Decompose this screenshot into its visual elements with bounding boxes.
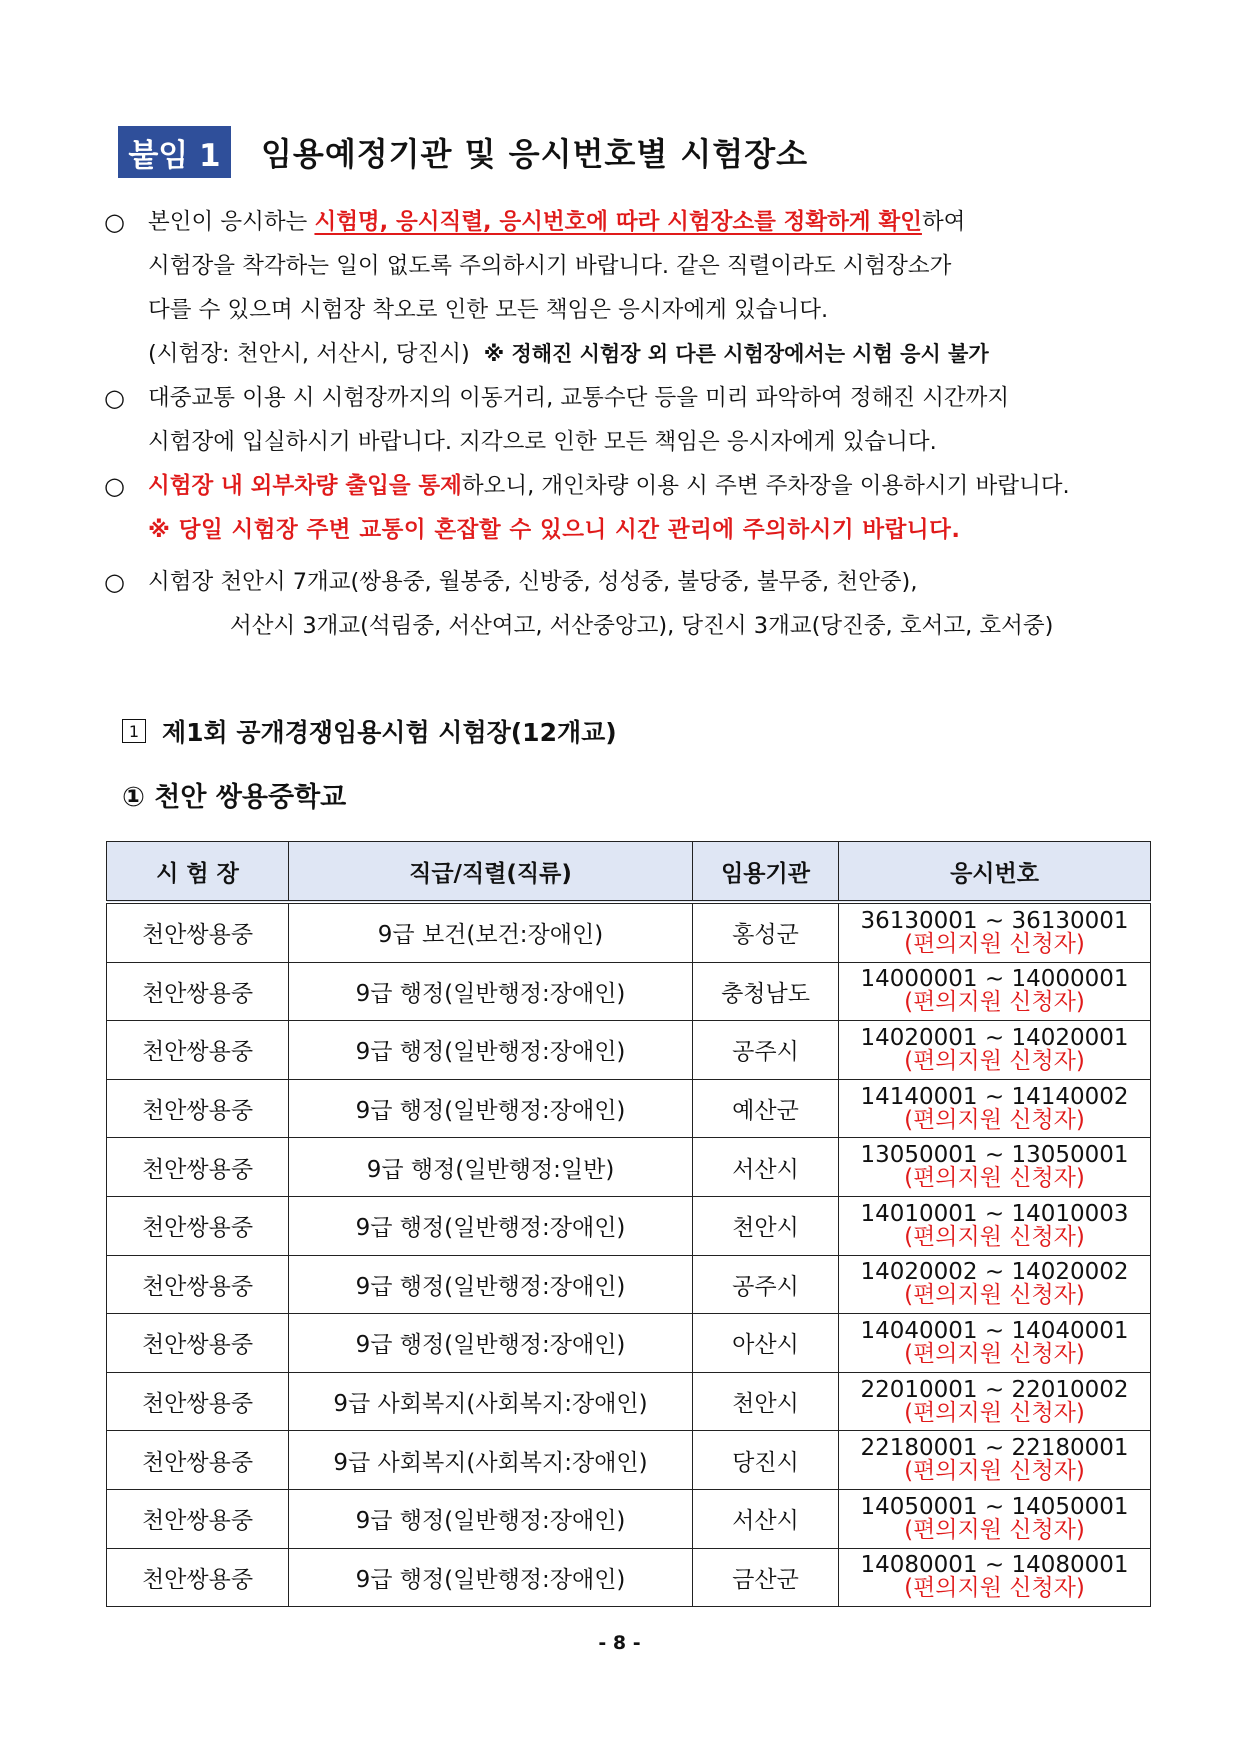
accommodation-note: (편의지원 신청자) [904,1575,1085,1602]
cell-site: 천안쌍용중 [107,1372,289,1431]
cell-agency: 공주시 [693,1255,839,1314]
exam-number-range: 14000001 ~ 14000001 [860,966,1129,993]
circle-bullet-icon: ○ [104,208,125,236]
cell-site: 천안쌍용중 [107,1431,289,1490]
cell-site: 천안쌍용중 [107,1255,289,1314]
cell-position: 9급 사회복지(사회복지:장애인) [289,1431,693,1490]
cell-exam-number [839,1196,1151,1255]
cell-agency: 예산군 [693,1079,839,1138]
accommodation-note: (편의지원 신청자) [904,1047,1085,1074]
exam-site-warning: ※ 정해진 시험장 외 다른 시험장에서는 시험 응시 불가 [483,342,989,366]
notice-item-3 [104,464,1134,508]
cell-exam-number [839,902,1151,962]
table-row [107,962,1151,1021]
exam-site-table [106,841,1151,1607]
exam-number-range: 14040001 ~ 14040001 [860,1317,1129,1344]
cell-site: 천안쌍용중 [107,962,289,1021]
cell-position: 9급 행정(일반행정:장애인) [289,1314,693,1373]
circle-bullet-icon: ○ [104,568,125,596]
notice-1-text-pre: 본인이 응시하는 [148,209,315,235]
accommodation-note: (편의지원 신청자) [904,1223,1085,1250]
table-row [107,1314,1151,1373]
exam-number-range: 14080001 ~ 14080001 [860,1552,1129,1579]
cell-site: 천안쌍용중 [107,1314,289,1373]
accommodation-note: (편의지원 신청자) [904,989,1085,1016]
exam-number-range: 36130001 ~ 36130001 [860,907,1129,934]
table-header-row [107,842,1151,903]
header-exam-site: 시 험 장 [107,842,289,903]
cell-site: 천안쌍용중 [107,1548,289,1607]
cell-position: 9급 행정(일반행정:장애인) [289,1548,693,1607]
cell-agency: 금산군 [693,1548,839,1607]
table-row [107,1021,1151,1080]
cell-agency: 충청남도 [693,962,839,1021]
cell-agency: 공주시 [693,1021,839,1080]
cell-exam-number [839,1314,1151,1373]
cell-exam-number [839,1548,1151,1607]
exam-number-range: 14140001 ~ 14140002 [860,1083,1129,1110]
notice-3-text: 하오니, 개인차량 이용 시 주변 주차장을 이용하시기 바랍니다. [461,473,1070,499]
notice-list [104,200,1134,648]
page-header [118,126,808,178]
exam-number-range: 14050001 ~ 14050001 [860,1493,1129,1520]
table-row [107,1079,1151,1138]
accommodation-note: (편의지원 신청자) [904,930,1085,957]
header-agency: 임용기관 [693,842,839,903]
table-row [107,1431,1151,1490]
cell-position: 9급 사회복지(사회복지:장애인) [289,1372,693,1431]
cell-agency: 서산시 [693,1138,839,1197]
exam-site-list: (시험장: 천안시, 서산시, 당진시) [148,341,470,367]
cell-agency: 천안시 [693,1196,839,1255]
notice-1-emphasis: 시험명, 응시직렬, 응시번호에 따라 시험장소를 정확하게 확인 [314,209,922,235]
notice-item-2 [104,376,1134,464]
table-row [107,1372,1151,1431]
notice-1-line-4 [148,332,1134,376]
notice-1-line-2: 시험장을 착각하는 일이 없도록 주의하시기 바랍니다. 같은 직렬이라도 시험장소가 [148,253,952,279]
accommodation-note: (편의지원 신청자) [904,1458,1085,1485]
section-number-box: 1 [122,719,146,743]
exam-number-range: 14020002 ~ 14020002 [860,1259,1129,1286]
page-number: - 8 - [598,1632,641,1654]
accommodation-note: (편의지원 신청자) [904,1106,1085,1133]
section-title-text: 제1회 공개경쟁임용시험 시험장(12개교) [162,718,617,747]
cell-site: 천안쌍용중 [107,1489,289,1548]
cell-exam-number [839,1138,1151,1197]
notice-item-1 [104,200,1134,376]
cell-exam-number [839,1079,1151,1138]
cell-agency: 아산시 [693,1314,839,1373]
notice-1-text-post: 하여 [921,209,966,235]
header-position: 직급/직렬(직류) [289,842,693,903]
cell-agency: 당진시 [693,1431,839,1490]
notice-1-line-3: 다를 수 있으며 시험장 착오로 인한 모든 책임은 응시자에게 있습니다. [148,297,829,323]
accommodation-note: (편의지원 신청자) [904,1516,1085,1543]
cell-site: 천안쌍용중 [107,1196,289,1255]
page-title: 임용예정기관 및 응시번호별 시험장소 [261,135,809,173]
school-title: ① 천안 쌍용중학교 [122,782,347,813]
notice-2-line-1: 대중교통 이용 시 시험장까지의 이동거리, 교통수단 등을 미리 파악하여 정해진 시간까지 [148,385,1010,411]
attachment-badge: 붙임 1 [118,126,231,178]
accommodation-note: (편의지원 신청자) [904,1282,1085,1309]
cell-exam-number [839,1255,1151,1314]
cell-exam-number [839,1021,1151,1080]
cell-site: 천안쌍용중 [107,1021,289,1080]
header-exam-number: 응시번호 [839,842,1151,903]
notice-2-line-2: 시험장에 입실하시기 바랍니다. 지각으로 인한 모든 책임은 응시자에게 있습니다. [148,429,937,455]
notice-item-4 [104,560,1134,604]
cell-agency: 천안시 [693,1372,839,1431]
accommodation-note: (편의지원 신청자) [904,1340,1085,1367]
cell-position: 9급 행정(일반행정:장애인) [289,1255,693,1314]
cell-site: 천안쌍용중 [107,902,289,962]
cell-exam-number [839,1372,1151,1431]
cell-site: 천안쌍용중 [107,1079,289,1138]
exam-number-range: 14010001 ~ 14010003 [860,1200,1129,1227]
cell-position: 9급 행정(일반행정:일반) [289,1138,693,1197]
cell-exam-number [839,962,1151,1021]
cell-position: 9급 행정(일반행정:장애인) [289,1079,693,1138]
notice-4-line-1: 시험장 천안시 7개교(쌍용중, 월봉중, 신방중, 성성중, 불당중, 불무중, 천안중), [148,569,918,595]
table-row [107,902,1151,962]
exam-number-range: 13050001 ~ 13050001 [860,1142,1129,1169]
table-row [107,1196,1151,1255]
table-row [107,1548,1151,1607]
accommodation-note: (편의지원 신청자) [904,1399,1085,1426]
table-row [107,1138,1151,1197]
traffic-warning: ※ 당일 시험장 주변 교통이 혼잡할 수 있으니 시간 관리에 주의하시기 바랍니다. [148,517,961,543]
exam-number-range: 22010001 ~ 22010002 [860,1376,1129,1403]
cell-exam-number [839,1489,1151,1548]
exam-number-range: 22180001 ~ 22180001 [860,1435,1129,1462]
cell-position: 9급 행정(일반행정:장애인) [289,1489,693,1548]
circle-bullet-icon: ○ [104,472,125,500]
table-row [107,1489,1151,1548]
section-title [122,713,617,749]
cell-exam-number [839,1431,1151,1490]
cell-agency: 홍성군 [693,902,839,962]
cell-agency: 서산시 [693,1489,839,1548]
accommodation-note: (편의지원 신청자) [904,1165,1085,1192]
circle-bullet-icon: ○ [104,384,125,412]
notice-3-emphasis: 시험장 내 외부차량 출입을 통제 [148,473,462,499]
cell-site: 천안쌍용중 [107,1138,289,1197]
cell-position: 9급 행정(일반행정:장애인) [289,962,693,1021]
cell-position: 9급 행정(일반행정:장애인) [289,1196,693,1255]
cell-position: 9급 행정(일반행정:장애인) [289,1021,693,1080]
table-row [107,1255,1151,1314]
notice-4-line-2: 서산시 3개교(석림중, 서산여고, 서산중앙고), 당진시 3개교(당진중, 호서고, 호서중) [230,613,1054,639]
cell-position: 9급 보건(보건:장애인) [289,902,693,962]
exam-number-range: 14020001 ~ 14020001 [860,1024,1129,1051]
